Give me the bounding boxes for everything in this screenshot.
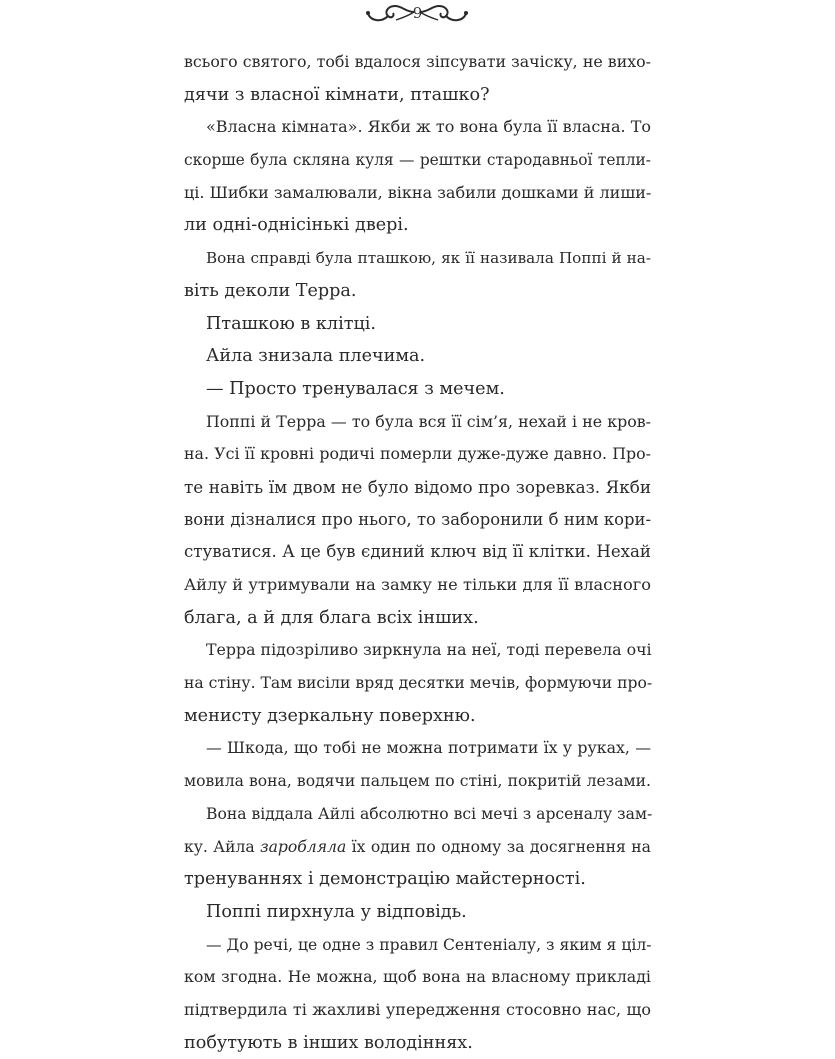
text-line: дячи з власної кімнати, пташко? — [184, 84, 490, 105]
text-line: блага, а й для блага всіх інших. — [184, 607, 479, 628]
text-line: Вона віддала Айлі абсолютно всі мечі з арсеналу зам- — [206, 804, 653, 823]
text-line: Пташкою в клітці. — [206, 313, 376, 334]
page-number: 9 — [412, 4, 423, 22]
text-line: Вона справді була пташкою, як її називала Поппі й на- — [206, 249, 651, 268]
text-span: ку. Айла — [184, 837, 261, 856]
text-line: на стіну. Там висіли вряд десятки мечів, формуючи про- — [184, 674, 653, 693]
text-line: Терра підозріливо зиркнула на неї, тоді перевела очі — [206, 640, 652, 660]
text-line: всього святого, тобі вдалося зіпсувати зачіску, не вихо- — [184, 52, 651, 71]
text-line: віть деколи Терра. — [184, 280, 357, 301]
text-line: ці. Шибки замалювали, вікна забили дошками й лиши- — [184, 182, 652, 202]
text-line: Айла знизала плечима. — [206, 346, 426, 367]
text-line: підтвердила ті жахливі упередження стосовно нас, що — [184, 999, 651, 1019]
text-line: менисту дзеркальну поверхню. — [184, 705, 476, 726]
text-line: мовила вона, водячи пальцем по стіні, покритій лезами. — [184, 772, 651, 791]
body-text — [184, 46, 651, 1059]
page-header — [0, 0, 835, 30]
text-line: Поппі й Терра — то була вся її сім’я, нехай і не кров- — [206, 411, 651, 431]
text-line — [184, 831, 651, 864]
text-line: тренуваннях і демонстрацію майстерності. — [184, 869, 586, 890]
text-line: Поппі пирхнула у відповідь. — [206, 901, 467, 922]
text-line: — Шкода, що тобі не можна потримати їх у руках, — — [206, 738, 651, 758]
text-line: ли одні-однісінькі двері. — [184, 215, 409, 236]
text-line: скорше була скляна куля — рештки стародавньої тепли- — [184, 151, 651, 170]
text-line: — Просто тренувалася з мечем. — [206, 378, 505, 399]
text-line: те навіть їм двом не було відомо про зоревказ. Якби — [184, 476, 651, 497]
text-line: «Власна кімната». Якби ж то вона була її власна. То — [206, 117, 651, 137]
right-ornament-icon — [412, 0, 472, 28]
text-span: їх один по одному за досягнення на — [346, 837, 651, 856]
text-line: Айлу й утримували на замку не тільки для її власного — [184, 575, 651, 594]
italic-word: заробляла — [260, 837, 347, 856]
text-line: вони дізналися про нього, то заборонили б ним кори- — [184, 509, 651, 529]
text-line: побутують в інших володіннях. — [184, 1032, 473, 1053]
text-line: — До речі, це одне з правил Сентеніалу, з яким я ціл- — [206, 935, 652, 954]
text-line: стуватися. А це був єдиний ключ від її клітки. Нехай — [184, 542, 651, 562]
text-line: ком згодна. Не можна, щоб вона на власному прикладі — [184, 967, 651, 987]
text-line: на. Усі її кровні родичі померли дуже-дуже давно. Про- — [184, 444, 651, 464]
